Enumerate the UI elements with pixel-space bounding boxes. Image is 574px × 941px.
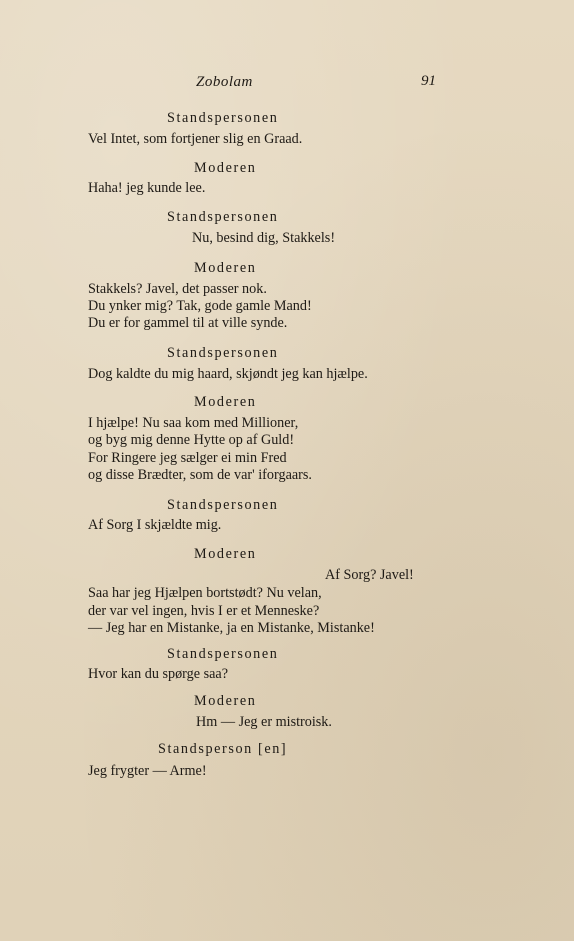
verse-line: der var vel ingen, hvis I er et Menneske? xyxy=(88,603,320,619)
speaker-name: Moderen xyxy=(194,260,257,276)
speaker-name: Standspersonen xyxy=(167,110,279,126)
speaker-name: Standsperson [en] xyxy=(158,741,288,757)
speaker-name: Moderen xyxy=(194,160,257,176)
speaker-name: Standspersonen xyxy=(167,646,279,662)
verse-line: Saa har jeg Hjælpen bortstødt? Nu velan, xyxy=(88,585,322,601)
verse-line: I hjælpe! Nu saa kom med Millioner, xyxy=(88,415,299,431)
speaker-name: Standspersonen xyxy=(167,497,279,513)
verse-line: For Ringere jeg sælger ei min Fred xyxy=(88,450,287,466)
speaker-name: Moderen xyxy=(194,546,257,562)
verse-line: Jeg frygter — Arme! xyxy=(88,763,207,779)
verse-line: og disse Brædter, som de var' iforgaars. xyxy=(88,467,312,483)
verse-line: Du er for gammel til at ville synde. xyxy=(88,315,288,331)
verse-line: — Jeg har en Mistanke, ja en Mistanke, Mistanke! xyxy=(88,620,375,636)
speaker-name: Standspersonen xyxy=(167,345,279,361)
verse-line: og byg mig denne Hytte op af Guld! xyxy=(88,432,295,448)
speaker-name: Moderen xyxy=(194,394,257,410)
verse-line: Haha! jeg kunde lee. xyxy=(88,180,206,196)
verse-line: Dog kaldte du mig haard, skjøndt jeg kan hjælpe. xyxy=(88,366,368,382)
verse-line: Nu, besind dig, Stakkels! xyxy=(192,230,336,246)
verse-line: Af Sorg I skjældte mig. xyxy=(88,517,222,533)
verse-line: Vel Intet, som fortjener slig en Graad. xyxy=(88,131,303,147)
speaker-name: Moderen xyxy=(194,693,257,709)
verse-line: Hvor kan du spørge saa? xyxy=(88,666,228,682)
verse-line: Stakkels? Javel, det passer nok. xyxy=(88,281,267,297)
page-number: 91 xyxy=(421,73,436,89)
speaker-name: Standspersonen xyxy=(167,209,279,225)
verse-line: Hm — Jeg er mistroisk. xyxy=(196,714,332,730)
verse-line: Du ynker mig? Tak, gode gamle Mand! xyxy=(88,298,312,314)
running-title: Zobolam xyxy=(196,74,253,90)
verse-line: Af Sorg? Javel! xyxy=(325,567,414,583)
